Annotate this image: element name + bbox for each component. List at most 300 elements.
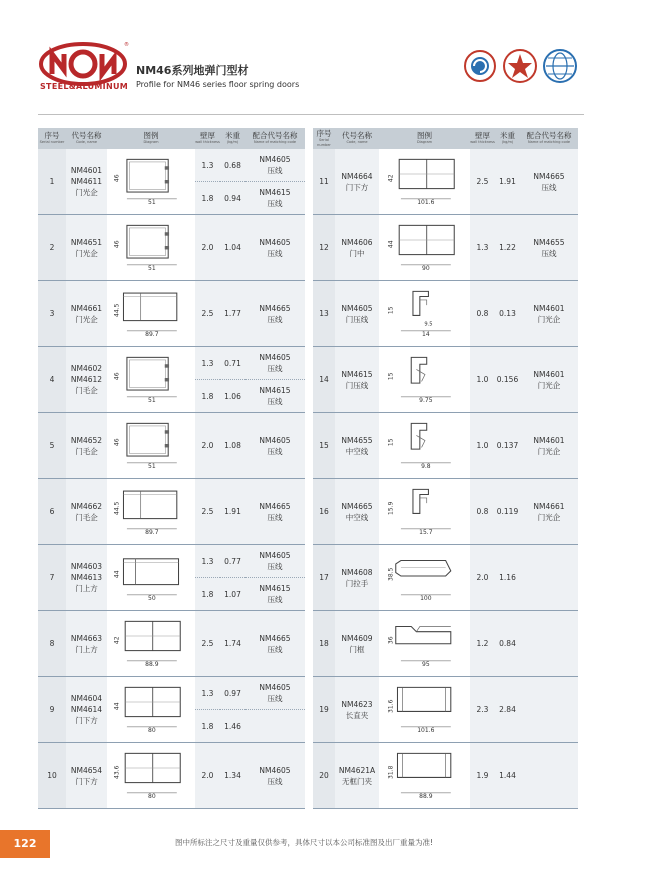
table-row — [313, 479, 578, 545]
profile-code: NM4664 — [341, 171, 373, 181]
weight-per-meter-cell — [220, 347, 245, 413]
wall-thickness-cell — [470, 545, 495, 611]
wall-thickness: 2.0 — [201, 441, 214, 450]
weight-per-meter-cell — [220, 611, 245, 677]
matching-code: NM4665 — [259, 501, 291, 511]
code-cell — [335, 413, 379, 479]
weight-per-meter: 1.16 — [499, 573, 516, 582]
svg-text:®: ® — [124, 42, 129, 48]
wall-thickness-cell — [195, 479, 220, 545]
dim-height-label: 46 — [113, 240, 121, 249]
serial-number: 2 — [38, 215, 66, 281]
col-weight: 米重 (kg/m) — [220, 128, 245, 149]
profile-code: NM4603 — [70, 562, 103, 571]
weight-per-meter: 0.119 — [496, 507, 519, 516]
diagram-cell — [107, 479, 195, 545]
col-wall: 壁厚 wall thickness — [195, 128, 220, 149]
matching-code-cell — [245, 413, 305, 479]
brand-name: STEEL&ALUMINUM — [40, 82, 129, 91]
dim-width-label: 80 — [148, 727, 156, 735]
page-number: 122 — [0, 830, 50, 858]
serial-number: 17 — [313, 545, 335, 611]
code-cell — [335, 347, 379, 413]
profile-code: 门上方 — [75, 584, 98, 593]
matching-code-cell — [245, 149, 305, 215]
weight-per-meter: 0.137 — [496, 441, 519, 450]
dim-height-label: 44.5 — [113, 303, 121, 317]
col-code: 代号名称 Code, name — [335, 128, 379, 149]
profile-code: NM4651 — [70, 237, 103, 247]
matching-code: 压线 — [267, 248, 283, 258]
matching-code-cell — [245, 281, 305, 347]
table-row — [38, 347, 305, 413]
profile-diagram — [382, 282, 468, 342]
dim-height-label: 36 — [386, 636, 394, 645]
weight-per-meter: 0.84 — [499, 639, 516, 648]
profile-code: NM4613 — [70, 573, 103, 582]
code-cell — [66, 215, 107, 281]
profile-code: NM4652 — [70, 435, 103, 445]
weight-per-meter-cell — [495, 281, 520, 347]
matching-code: NM4605 — [259, 237, 291, 247]
dim-height-label: 44 — [113, 702, 121, 711]
weight-per-meter-cell — [495, 479, 520, 545]
weight-per-meter-cell — [220, 149, 245, 215]
dim-width-label: 100 — [419, 595, 432, 603]
wall-thickness-cell — [195, 743, 220, 809]
profile-diagram — [382, 216, 468, 276]
table-header — [38, 128, 305, 149]
profile-code: NM4612 — [70, 375, 103, 384]
matching-code: NM4655 — [533, 237, 565, 247]
wall-thickness-cell — [470, 413, 495, 479]
profile-diagram — [108, 744, 194, 804]
weight-per-meter: 1.91 — [499, 177, 516, 186]
wall-thickness-cell — [195, 281, 220, 347]
wall-thickness: 1.3 — [201, 358, 214, 368]
table-row — [313, 545, 578, 611]
dim-height-label: 42 — [113, 636, 121, 645]
col-weight: 米重 (kg/m) — [495, 128, 520, 149]
dim-height-label: 31.6 — [386, 699, 394, 713]
diagram-cell — [379, 677, 470, 743]
code-cell — [335, 149, 379, 215]
certification-badges — [462, 44, 582, 88]
dim-height-label: 46 — [113, 438, 121, 447]
matching-code-cell — [520, 677, 578, 743]
serial-number: 1 — [38, 149, 66, 215]
wall-thickness: 2.3 — [476, 705, 489, 714]
weight-per-meter: 0.77 — [224, 556, 241, 566]
wall-thickness: 2.5 — [201, 309, 214, 318]
weight-per-meter: 1.46 — [224, 721, 241, 731]
dim-height-label: 31.8 — [386, 765, 394, 779]
matching-code: 压线 — [541, 182, 557, 192]
matching-code: NM4661 — [533, 501, 565, 511]
code-cell — [66, 743, 107, 809]
serial-number: 16 — [313, 479, 335, 545]
wall-thickness: 1.0 — [476, 441, 489, 450]
profile-code: 门毛企 — [75, 512, 98, 522]
profile-diagram — [108, 216, 194, 276]
matching-code: 压线 — [267, 512, 283, 522]
profile-code: 门拉手 — [345, 578, 369, 588]
serial-number: 3 — [38, 281, 66, 347]
matching-code: 压线 — [267, 446, 283, 456]
matching-code: NM4601 — [533, 303, 565, 313]
wall-thickness-cell — [195, 677, 220, 743]
serial-number: 13 — [313, 281, 335, 347]
dim-height-label: 15 — [386, 438, 394, 447]
wall-thickness: 1.3 — [476, 243, 489, 252]
diagram-cell — [379, 743, 470, 809]
matching-code-cell — [245, 611, 305, 677]
serial-number: 10 — [38, 743, 66, 809]
profile-diagram — [382, 348, 468, 408]
weight-per-meter-cell — [495, 611, 520, 677]
diagram-cell — [107, 611, 195, 677]
profile-code: 门光企 — [75, 248, 98, 258]
profile-diagram — [382, 612, 468, 672]
profile-code: NM4623 — [341, 699, 373, 709]
diagram-cell — [379, 215, 470, 281]
diagram-cell — [107, 347, 195, 413]
profile-code: 中空线 — [345, 446, 369, 456]
matching-code-cell — [520, 743, 578, 809]
profile-code: 无框门夹 — [342, 776, 372, 786]
matching-code: 压线 — [267, 562, 283, 571]
wall-thickness: 0.8 — [476, 309, 489, 318]
page-subtitle: Profile for NM46 series floor spring doors — [136, 80, 300, 89]
serial-number: 4 — [38, 347, 66, 413]
diagram-cell — [379, 479, 470, 545]
wall-thickness: 1.8 — [201, 193, 214, 203]
profile-code: NM4662 — [70, 501, 103, 511]
matching-code: 压线 — [267, 595, 283, 604]
matching-code-cell — [520, 413, 578, 479]
profile-code: NM4605 — [341, 303, 373, 313]
table-row — [38, 281, 305, 347]
profile-diagram — [382, 150, 468, 210]
dim-width-label: 9.8 — [420, 463, 431, 471]
matching-code: 门光企 — [537, 512, 561, 522]
col-diagram: 图例 Diagram — [379, 128, 470, 149]
matching-code: NM4665 — [259, 633, 291, 643]
matching-code-cell — [520, 347, 578, 413]
profile-diagram — [382, 744, 468, 804]
code-cell — [66, 413, 107, 479]
profile-code: NM4615 — [341, 369, 373, 379]
wall-thickness: 1.8 — [201, 589, 214, 599]
matching-code: 门光企 — [537, 314, 561, 324]
wall-thickness-cell — [195, 545, 220, 611]
dim-width-label: 51 — [148, 199, 156, 207]
serial-number: 14 — [313, 347, 335, 413]
wall-thickness-cell — [470, 347, 495, 413]
cert-badge-icon — [465, 51, 495, 81]
matching-code: NM4605 — [259, 435, 291, 445]
serial-number: 11 — [313, 149, 335, 215]
weight-per-meter-cell — [495, 743, 520, 809]
dim-height-label: 15.9 — [386, 501, 394, 515]
matching-code: NM4601 — [533, 435, 565, 445]
weight-per-meter-cell — [220, 413, 245, 479]
weight-per-meter: 1.44 — [499, 771, 516, 780]
weight-per-meter-cell — [220, 281, 245, 347]
wall-thickness: 2.5 — [476, 177, 489, 186]
diagram-cell — [379, 347, 470, 413]
matching-code: 压线 — [267, 397, 283, 406]
profile-diagram — [108, 546, 194, 606]
dim-height-label: 46 — [113, 174, 121, 183]
wall-thickness: 1.3 — [201, 688, 214, 698]
diagram-cell — [107, 149, 195, 215]
diagram-cell — [379, 545, 470, 611]
profile-code: 门框 — [349, 644, 365, 654]
diagram-cell — [107, 215, 195, 281]
profile-code: 门下方 — [75, 716, 98, 725]
wall-thickness: 2.5 — [201, 507, 214, 516]
weight-per-meter: 0.71 — [224, 358, 241, 368]
matching-code: 压线 — [267, 166, 283, 175]
profile-code: NM4661 — [70, 303, 103, 313]
dim-width-label: 101.6 — [416, 727, 434, 735]
page-title: NM46系列地弹门型材 — [136, 64, 249, 77]
weight-per-meter-cell — [495, 677, 520, 743]
matching-code-cell — [520, 611, 578, 677]
diagram-cell — [107, 545, 195, 611]
matching-code-cell — [520, 281, 578, 347]
dim-width-label: 95 — [421, 661, 430, 669]
table-row — [313, 215, 578, 281]
profile-diagram — [108, 414, 194, 474]
wall-thickness: 1.2 — [476, 639, 489, 648]
profile-diagram — [108, 282, 194, 342]
serial-number: 12 — [313, 215, 335, 281]
matching-code-cell — [245, 677, 305, 743]
col-match: 配合代号名称 Name of matching code — [520, 128, 578, 149]
weight-per-meter: 0.68 — [224, 160, 241, 170]
profile-code: 门上方 — [75, 644, 98, 654]
weight-per-meter: 0.13 — [499, 309, 516, 318]
matching-code: NM4615 — [259, 188, 291, 197]
matching-code: NM4605 — [259, 683, 291, 692]
diagram-cell — [379, 611, 470, 677]
code-cell — [335, 479, 379, 545]
weight-per-meter-cell — [220, 215, 245, 281]
profile-code: 中空线 — [345, 512, 369, 522]
diagram-cell — [379, 149, 470, 215]
code-cell — [335, 215, 379, 281]
matching-code-cell — [245, 215, 305, 281]
header-divider — [38, 114, 584, 115]
matching-code: 压线 — [267, 314, 283, 324]
profile-code: 长直夹 — [345, 710, 369, 720]
wall-thickness-cell — [470, 281, 495, 347]
wall-thickness: 2.0 — [476, 573, 489, 582]
weight-per-meter: 1.77 — [224, 309, 241, 318]
weight-per-meter-cell — [220, 743, 245, 809]
wall-thickness: 2.0 — [201, 771, 214, 780]
dim-width-label: 89.7 — [145, 331, 159, 339]
code-cell — [66, 545, 107, 611]
code-cell — [66, 347, 107, 413]
wall-thickness-cell — [470, 479, 495, 545]
weight-per-meter-cell — [495, 413, 520, 479]
weight-per-meter: 0.94 — [224, 193, 241, 203]
profile-code: NM4663 — [70, 633, 103, 643]
weight-per-meter: 0.156 — [496, 375, 519, 384]
table-row — [313, 677, 578, 743]
profile-code: 门中 — [349, 248, 365, 258]
serial-number: 9 — [38, 677, 66, 743]
table-row — [313, 347, 578, 413]
table-header — [313, 128, 578, 149]
matching-code: 压线 — [541, 248, 557, 258]
weight-per-meter-cell — [495, 215, 520, 281]
wall-thickness-cell — [195, 611, 220, 677]
dim-width-label: 88.9 — [145, 661, 159, 669]
dim-inner-width-label: 9.5 — [423, 321, 433, 328]
dim-width-label: 50 — [148, 595, 156, 603]
profile-diagram — [108, 612, 194, 672]
dim-height-label: 44.5 — [113, 501, 121, 515]
matching-code: 压线 — [267, 644, 283, 654]
profile-diagram — [108, 348, 194, 408]
profile-code: NM4621A — [338, 765, 376, 775]
diagram-cell — [379, 413, 470, 479]
matching-code-cell — [520, 479, 578, 545]
wall-thickness-cell — [195, 413, 220, 479]
diagram-cell — [107, 281, 195, 347]
profile-code: NM4601 — [70, 166, 103, 175]
profile-code: NM4665 — [341, 501, 373, 511]
wall-thickness: 1.0 — [476, 375, 489, 384]
profile-table-left — [38, 128, 305, 809]
weight-per-meter: 2.84 — [499, 705, 516, 714]
serial-number: 19 — [313, 677, 335, 743]
dim-width-label: 90 — [421, 265, 430, 273]
table-row — [313, 149, 578, 215]
serial-number: 7 — [38, 545, 66, 611]
wall-thickness: 1.9 — [476, 771, 489, 780]
profile-diagram — [382, 480, 468, 540]
table-row — [313, 413, 578, 479]
diagram-cell — [379, 281, 470, 347]
matching-code: 门光企 — [537, 380, 561, 390]
weight-per-meter: 1.22 — [499, 243, 516, 252]
dim-height-label: 44 — [386, 240, 394, 249]
matching-code: 压线 — [267, 694, 283, 703]
dim-width-label: 51 — [148, 265, 156, 273]
profile-code: NM4608 — [341, 567, 373, 577]
profile-code: NM4655 — [341, 435, 373, 445]
matching-code-cell — [245, 743, 305, 809]
wall-thickness: 1.3 — [201, 556, 214, 566]
wall-thickness-cell — [195, 149, 220, 215]
weight-per-meter: 1.04 — [224, 243, 241, 252]
wall-thickness-cell — [470, 611, 495, 677]
matching-code-cell — [245, 479, 305, 545]
diagram-cell — [107, 677, 195, 743]
code-cell — [66, 479, 107, 545]
weight-per-meter: 1.74 — [224, 639, 241, 648]
profile-code: NM4614 — [70, 705, 103, 714]
profile-code: 门光企 — [75, 188, 98, 197]
table-row — [38, 611, 305, 677]
profile-table-right — [313, 128, 578, 809]
matching-code-cell — [520, 545, 578, 611]
profile-diagram — [382, 678, 468, 738]
profile-code: 门下方 — [345, 182, 369, 192]
matching-code: NM4605 — [259, 155, 291, 164]
dim-height-label: 15 — [386, 372, 394, 381]
col-no: 序号 Serial number — [313, 128, 335, 149]
table-row — [313, 743, 578, 809]
weight-per-meter: 1.07 — [224, 589, 241, 599]
matching-code: NM4605 — [259, 353, 291, 362]
code-cell — [335, 743, 379, 809]
serial-number: 6 — [38, 479, 66, 545]
wall-thickness-cell — [470, 677, 495, 743]
serial-number: 15 — [313, 413, 335, 479]
dim-width-label: 80 — [148, 793, 156, 801]
matching-code: 压线 — [267, 776, 283, 786]
profile-diagram — [382, 546, 468, 606]
award-badge-icon — [504, 50, 536, 82]
wall-thickness: 1.8 — [201, 721, 214, 731]
code-cell — [335, 281, 379, 347]
col-match: 配合代号名称 Name of matching code — [245, 128, 305, 149]
wall-thickness: 1.3 — [201, 160, 214, 170]
profile-diagram — [108, 150, 194, 210]
wall-thickness: 0.8 — [476, 507, 489, 516]
dim-width-label: 89.7 — [145, 529, 159, 537]
matching-code-cell — [245, 347, 305, 413]
diagram-cell — [107, 743, 195, 809]
profile-diagram — [108, 480, 194, 540]
table-row — [38, 479, 305, 545]
dim-width-label: 51 — [148, 463, 156, 471]
dim-width-label: 15.7 — [418, 529, 433, 537]
code-cell — [335, 545, 379, 611]
profile-code: NM4609 — [341, 633, 373, 643]
wall-thickness-cell — [470, 743, 495, 809]
code-cell — [66, 611, 107, 677]
profile-code: 门下方 — [75, 776, 98, 786]
matching-code: NM4615 — [259, 386, 291, 395]
code-cell — [66, 677, 107, 743]
serial-number: 8 — [38, 611, 66, 677]
dim-height-label: 42 — [386, 174, 394, 183]
wall-thickness-cell — [470, 215, 495, 281]
weight-per-meter-cell — [220, 479, 245, 545]
matching-code: NM4615 — [259, 584, 291, 593]
matching-code: 压线 — [267, 199, 283, 208]
profile-code: 门光企 — [75, 314, 98, 324]
matching-code: NM4605 — [259, 551, 291, 560]
profile-code: 门毛企 — [75, 386, 98, 395]
wall-thickness-cell — [195, 347, 220, 413]
profile-code: 门压线 — [345, 314, 369, 324]
weight-per-meter-cell — [495, 149, 520, 215]
col-diagram: 图例 Diagram — [107, 128, 195, 149]
code-cell — [66, 281, 107, 347]
matching-code-cell — [245, 545, 305, 611]
dim-width-label: 101.6 — [416, 199, 434, 207]
weight-per-meter: 1.34 — [224, 771, 241, 780]
diagram-cell — [107, 413, 195, 479]
